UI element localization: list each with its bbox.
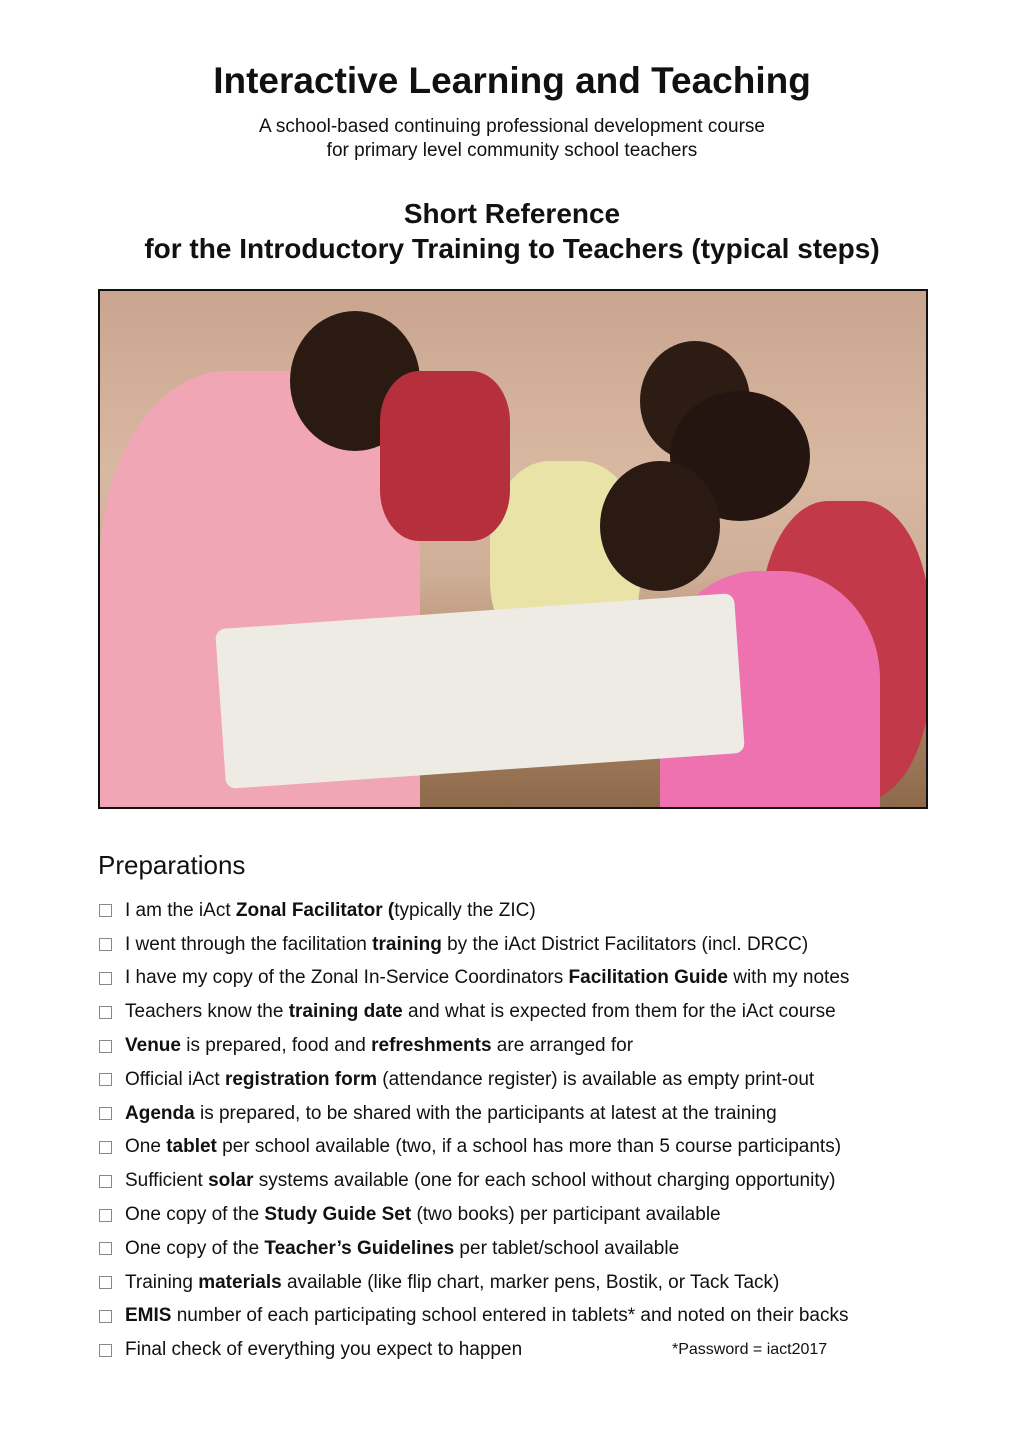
checkbox-icon[interactable] — [99, 972, 112, 985]
text-segment: typically the ZIC) — [394, 899, 536, 921]
checkbox-icon[interactable] — [99, 1006, 112, 1019]
document-title: Interactive Learning and Teaching — [213, 60, 811, 101]
checklist-item — [98, 1063, 849, 1097]
checkbox-icon[interactable] — [99, 1344, 112, 1357]
text-segment: Training — [125, 1271, 199, 1293]
checklist-item-text — [125, 1238, 679, 1260]
checklist-item-text — [125, 1170, 835, 1192]
section-title-preparations: Preparations — [98, 850, 246, 880]
text-segment: (two books) per participant available — [411, 1204, 721, 1226]
bold-text: EMIS — [125, 1305, 172, 1327]
checklist-item — [98, 928, 849, 962]
checklist-item-text — [125, 900, 536, 922]
checkbox-icon[interactable] — [99, 1107, 112, 1120]
text-segment: with my notes — [727, 967, 850, 989]
text-segment: Official iAct — [125, 1068, 225, 1090]
checklist-item — [98, 1164, 849, 1198]
text-segment: I am the iAct — [125, 899, 236, 921]
checklist-item-text — [125, 1069, 814, 1091]
checkbox-icon[interactable] — [99, 938, 112, 951]
text-segment: I have my copy of the Zonal In-Service Coordinators — [125, 967, 569, 989]
checklist-item — [98, 1300, 849, 1334]
checklist-item-text — [125, 1204, 721, 1226]
subtitle-line-1: A school-based continuing professional development course — [259, 116, 765, 137]
bold-text: training — [372, 933, 442, 955]
checklist-item-text — [125, 1272, 779, 1294]
checkbox-icon[interactable] — [99, 1175, 112, 1188]
checkbox-icon[interactable] — [99, 1310, 112, 1323]
heading-line-1: Short Reference — [403, 198, 621, 229]
bold-text: materials — [198, 1271, 282, 1293]
text-segment: (attendance register) is available as empty print-out — [377, 1068, 815, 1090]
checklist-item — [98, 894, 849, 928]
classroom-photo — [98, 289, 928, 809]
bold-text: tablet — [166, 1136, 217, 1158]
checkbox-icon[interactable] — [99, 1141, 112, 1154]
checklist-item — [98, 962, 849, 996]
checklist-item — [98, 1266, 849, 1300]
text-segment: One copy of the — [125, 1204, 265, 1226]
checkbox-icon[interactable] — [99, 1209, 112, 1222]
checklist-item — [98, 1198, 849, 1232]
bold-text: registration form — [224, 1068, 377, 1090]
text-segment: per school available (two, if a school has more than 5 course participants) — [216, 1136, 842, 1158]
bold-text: Venue — [125, 1035, 181, 1057]
bold-text: solar — [208, 1170, 254, 1192]
text-segment: is prepared, food and — [180, 1035, 372, 1057]
text-segment: Sufficient — [125, 1170, 209, 1192]
checklist-item-text — [125, 1103, 777, 1125]
text-segment: One — [125, 1136, 167, 1158]
bold-text: Teacher’s Guidelines — [264, 1237, 455, 1259]
checklist-item-text — [125, 1136, 841, 1158]
checklist-item-text — [125, 1339, 522, 1361]
checklist-item-text — [125, 934, 808, 956]
checklist-item — [98, 1029, 849, 1063]
text-segment: and what is expected from them for the iAct course — [402, 1001, 836, 1023]
bold-text: Zonal Facilitator ( — [235, 899, 395, 921]
checkbox-icon[interactable] — [99, 1276, 112, 1289]
text-segment: by the iAct District Facilitators (incl. DRCC) — [441, 933, 809, 955]
checklist-item — [98, 1131, 849, 1165]
text-segment: available (like flip chart, marker pens, Bostik, or Tack Tack) — [281, 1271, 780, 1293]
checklist-item-text — [125, 1035, 633, 1057]
text-segment: Teachers know the — [125, 1001, 289, 1023]
checkbox-icon[interactable] — [99, 904, 112, 917]
checklist-item-text — [125, 1001, 836, 1023]
text-segment: per tablet/school available — [454, 1237, 680, 1259]
checklist-item-text — [125, 1305, 849, 1327]
checklist-item-text — [125, 967, 849, 989]
bold-text: Agenda — [125, 1102, 195, 1124]
text-segment: are arranged for — [491, 1035, 634, 1057]
bold-text: Facilitation Guide — [568, 967, 728, 989]
checkbox-icon[interactable] — [99, 1242, 112, 1255]
text-segment: I went through the facilitation — [125, 933, 373, 955]
subtitle-line-2: for primary level community school teachers — [326, 140, 698, 161]
password-note: *Password = iact2017 — [672, 1341, 828, 1358]
checklist-item — [98, 1232, 849, 1266]
text-segment: number of each participating school entered in tablets* and noted on their backs — [171, 1305, 849, 1327]
preparations-checklist — [98, 894, 849, 1367]
text-segment: is prepared, to be shared with the participants at latest at the training — [194, 1102, 777, 1124]
checkbox-icon[interactable] — [99, 1073, 112, 1086]
bold-text: training date — [288, 1001, 403, 1023]
heading-line-2: for the Introductory Training to Teachers (typical steps) — [144, 233, 880, 264]
text-segment: One copy of the — [125, 1237, 265, 1259]
checklist-item — [98, 995, 849, 1029]
checklist-item — [98, 1097, 849, 1131]
text-segment: systems available (one for each school without charging opportunity) — [253, 1170, 836, 1192]
bold-text: refreshments — [371, 1035, 492, 1057]
checkbox-icon[interactable] — [99, 1040, 112, 1053]
bold-text: Study Guide Set — [264, 1204, 412, 1226]
text-segment: Final check of everything you expect to happen — [125, 1339, 523, 1361]
